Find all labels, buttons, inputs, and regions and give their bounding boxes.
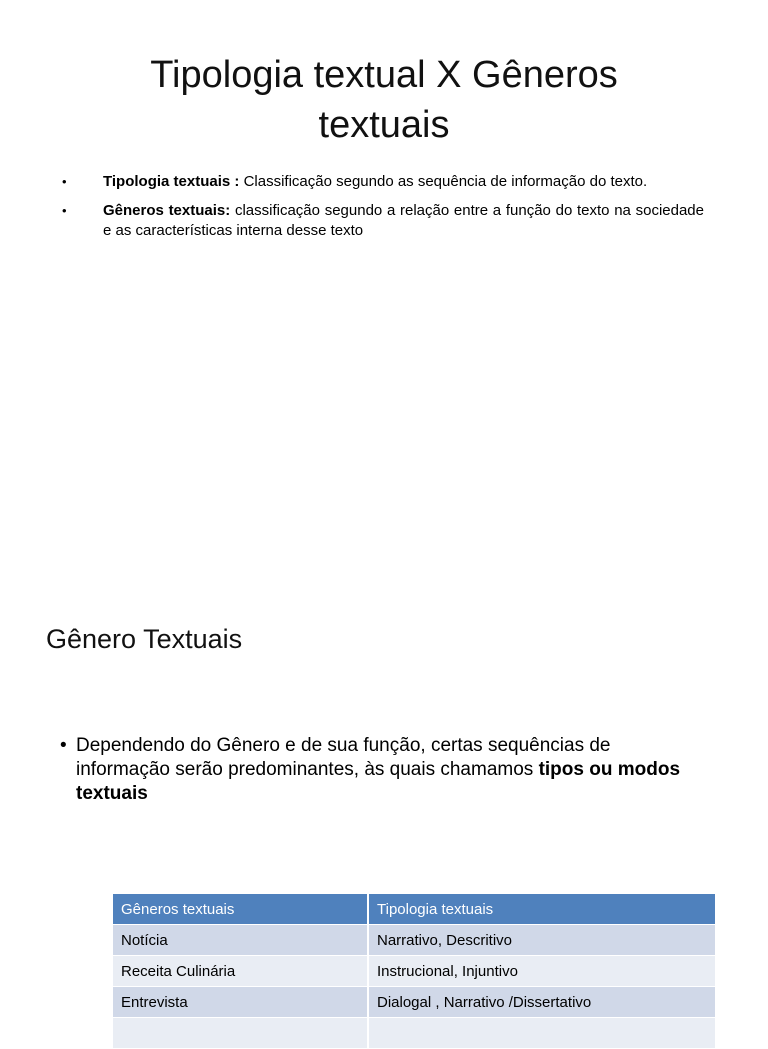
table-cell: Narrativo, Descritivo xyxy=(368,925,716,956)
column-header-genres: Gêneros textuais xyxy=(113,894,368,925)
table-row xyxy=(113,956,716,987)
bullet-definition: Classificação segundo as sequência de informação do texto. xyxy=(239,173,648,190)
table-cell: Entrevista xyxy=(113,987,368,1018)
bullet-text xyxy=(103,172,704,192)
bullet-bold-term: tipos ou modos textuais xyxy=(76,759,681,804)
slide-title: Gênero Textuais xyxy=(46,624,243,654)
bullet-term: Gêneros textuais: xyxy=(103,202,231,219)
table-row xyxy=(113,1018,716,1049)
bullet-body: Dependendo do Gênero e de sua função, certas sequências de informação serão predominantes, às quais chamamos xyxy=(76,735,611,780)
table-cell xyxy=(368,1018,716,1049)
table-cell: Receita Culinária xyxy=(113,956,368,987)
bullet-term: Tipologia textuais : xyxy=(103,173,240,190)
slide-2 xyxy=(0,588,768,1024)
bullet-marker: • xyxy=(60,735,67,756)
table-cell: Dialogal , Narrativo /Dissertativo xyxy=(368,987,716,1018)
bullet-list xyxy=(62,172,704,250)
table-row xyxy=(113,987,716,1018)
bullet-marker: • xyxy=(62,203,67,218)
table-header-row xyxy=(113,894,716,925)
column-header-typology: Tipologia textuais xyxy=(368,894,716,925)
bullet-text xyxy=(76,734,700,806)
genres-table xyxy=(113,894,717,1049)
bullet-item xyxy=(62,201,704,241)
slide-title: Tipologia textual X Gêneros textuais xyxy=(150,54,618,146)
bullet-definition: classificação segundo a relação entre a função do texto na sociedade e as características interna desse texto xyxy=(103,202,704,239)
bullet-item xyxy=(60,734,700,806)
table-row xyxy=(113,925,716,956)
bullet-text xyxy=(103,201,704,241)
table-cell: Instrucional, Injuntivo xyxy=(368,956,716,987)
table-cell: Notícia xyxy=(113,925,368,956)
table-cell xyxy=(113,1018,368,1049)
bullet-item xyxy=(62,172,704,192)
bullet-marker: • xyxy=(62,174,67,189)
